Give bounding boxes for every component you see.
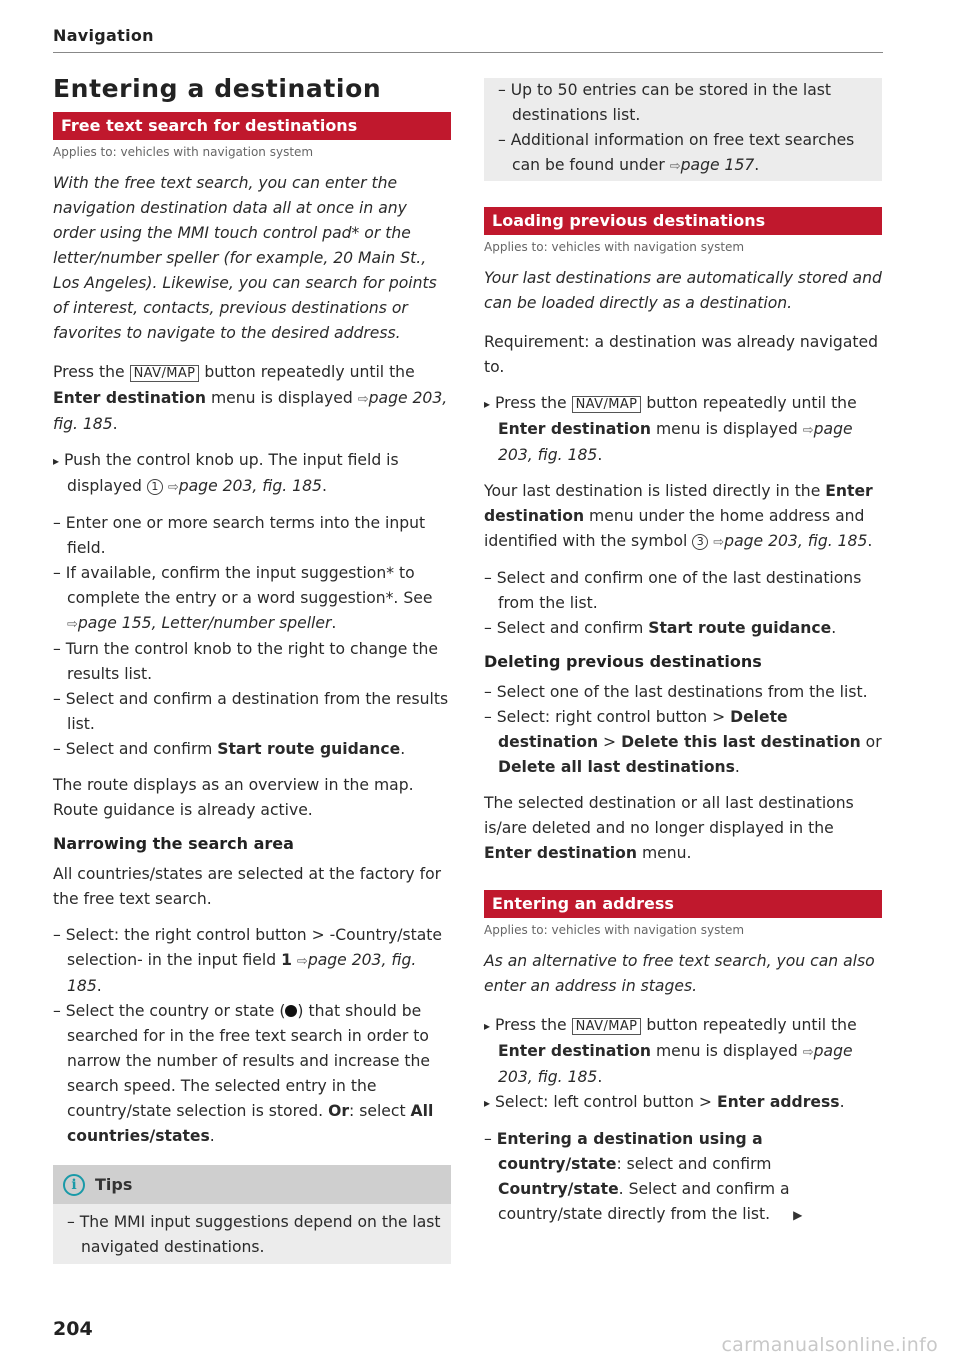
dash-list: [484, 566, 882, 641]
page-number: 204: [53, 1318, 93, 1340]
step-item: ▸ Select: left control button > Enter address.: [484, 1090, 882, 1116]
step-list: [53, 448, 451, 500]
arrow-right-icon: ⇨: [713, 535, 725, 550]
list-item: – Select and confirm a destination from the results list.: [53, 687, 451, 737]
tips-header: [53, 1165, 451, 1204]
route-text: The route displays as an overview in the map. Route guidance is already active.: [53, 776, 414, 819]
list-item: – Enter one or more search terms into the input field.: [53, 511, 451, 561]
arrow-right-icon: ⇨: [669, 159, 681, 174]
section-bar-free-text: Free text search for destinations: [53, 112, 451, 140]
page-reference: ⇨page 203, fig. 185: [53, 389, 448, 433]
right-column: [484, 78, 882, 1239]
applies-to: Applies to: vehicles with navigation system: [484, 240, 745, 254]
tips-continuation-box: [484, 78, 882, 181]
left-column: [53, 74, 451, 1264]
list-item: – Select: the right control button > -Country/state selection- in the input field 1 ⇨page 203, fig. 185.: [53, 923, 451, 999]
page-header: [53, 26, 883, 53]
step-list: [484, 391, 882, 468]
list-item: – The MMI input suggestions depend on the last navigated destinations.: [67, 1210, 441, 1260]
list-item: – Select and confirm Start route guidance.: [484, 616, 882, 641]
tips-title: Tips: [95, 1175, 133, 1194]
watermark: carmanualsonline.info: [721, 1334, 938, 1356]
applies-to: Applies to: vehicles with navigation system: [484, 923, 745, 937]
requirement-text: Requirement: a destination was already navigated to.: [484, 333, 878, 376]
step-item: ▸ Press the NAV/MAP button repeatedly until the Enter destination menu is displayed ⇨page 203, fig. 185.: [484, 391, 882, 468]
list-item: – Select the country or state ( ) that should be searched for in the free text search in order to narrow the number of results and increase the search speed. The selected entry in the country/state selection is stored. Or: select All countries/states.: [53, 999, 451, 1149]
step-item: ▸ Push the control knob up. The input field is displayed 1 ⇨page 203, fig. 185.: [53, 448, 451, 500]
last-destination-text: Your last destination is listed directly in the Enter destination menu under the home address and identified with the symbol 3 ⇨page 203, fig. 185.: [484, 482, 873, 550]
intro-text: As an alternative to free text search, you can also enter an address in stages.: [484, 952, 875, 995]
dash-list: [53, 511, 451, 762]
nav-map-key: NAV/MAP: [130, 365, 200, 382]
list-item: – If available, confirm the input suggestion* to complete the entry or a word suggestion*. See ⇨page 155, Letter/number speller.: [53, 561, 451, 637]
tips-body: [53, 1204, 451, 1264]
list-item: – Select and confirm Start route guidance.: [53, 737, 451, 762]
press-instruction: Press the NAV/MAP button repeatedly until the Enter destination menu is displayed ⇨page 203, fig. 185.: [53, 363, 448, 433]
intro-text: Your last destinations are automatically stored and can be loaded directly as a destination.: [484, 269, 882, 312]
list-item: – Select and confirm one of the last destinations from the list.: [484, 566, 882, 616]
list-item: – Turn the control knob to the right to change the results list.: [53, 637, 451, 687]
list-item: – Select one of the last destinations from the list.: [484, 680, 882, 705]
deleted-text: The selected destination or all last destinations is/are deleted and no longer displayed in the Enter destination menu.: [484, 794, 854, 862]
continue-arrow-icon: ▶: [793, 1208, 803, 1222]
info-icon: i: [63, 1174, 85, 1196]
narrow-text: All countries/states are selected at the factory for the free text search.: [53, 865, 442, 908]
applies-to: Applies to: vehicles with navigation system: [53, 145, 314, 159]
dash-list: [53, 923, 451, 1149]
list-item: – Additional information on free text searches can be found under ⇨page 157.: [498, 128, 872, 179]
step-item: ▸ Press the NAV/MAP button repeatedly until the Enter destination menu is displayed ⇨page 203, fig. 185.: [484, 1013, 882, 1090]
arrow-right-icon: ⇨: [357, 392, 369, 407]
section-bar-loading: Loading previous destinations: [484, 207, 882, 235]
intro-text: With the free text search, you can enter the navigation destination data all at once in any order using the MMI touch control pad* or the letter/number speller (for example, 20 Main St., Los Angeles). Likewise, you can search for points of interest, contacts, previous destinations or favorites to navigate to the desired address.: [53, 174, 437, 342]
list-item: – Up to 50 entries can be stored in the last destinations list.: [498, 78, 872, 128]
nav-map-key: NAV/MAP: [572, 396, 642, 413]
list-item: – Select: right control button > Delete destination > Delete this last destination or Delete all last destinations.: [484, 705, 882, 780]
nav-map-key: NAV/MAP: [572, 1018, 642, 1035]
selected-dot-icon: [285, 1005, 297, 1017]
arrow-right-icon: ⇨: [67, 617, 78, 632]
heading-narrowing: Narrowing the search area: [53, 834, 294, 853]
page-title: Entering a destination: [53, 74, 382, 103]
callout-number-icon: 3: [692, 534, 708, 550]
heading-deleting: Deleting previous destinations: [484, 652, 762, 671]
list-item: – Entering a destination using a country/state: select and confirm Country/state. Select and confirm a country/state directly from the list. ▶: [484, 1127, 882, 1228]
section-title: Navigation: [53, 26, 154, 45]
dash-list: [484, 680, 882, 780]
dash-list: [484, 1127, 882, 1228]
callout-number-icon: 1: [147, 479, 163, 495]
step-list: [484, 1013, 882, 1116]
arrow-right-icon: ⇨: [167, 480, 179, 495]
section-bar-address: Entering an address: [484, 890, 882, 918]
arrow-right-icon: ⇨: [802, 423, 814, 438]
tips-box: [53, 1165, 451, 1264]
arrow-right-icon: ⇨: [296, 954, 308, 969]
arrow-right-icon: ⇨: [802, 1045, 814, 1060]
